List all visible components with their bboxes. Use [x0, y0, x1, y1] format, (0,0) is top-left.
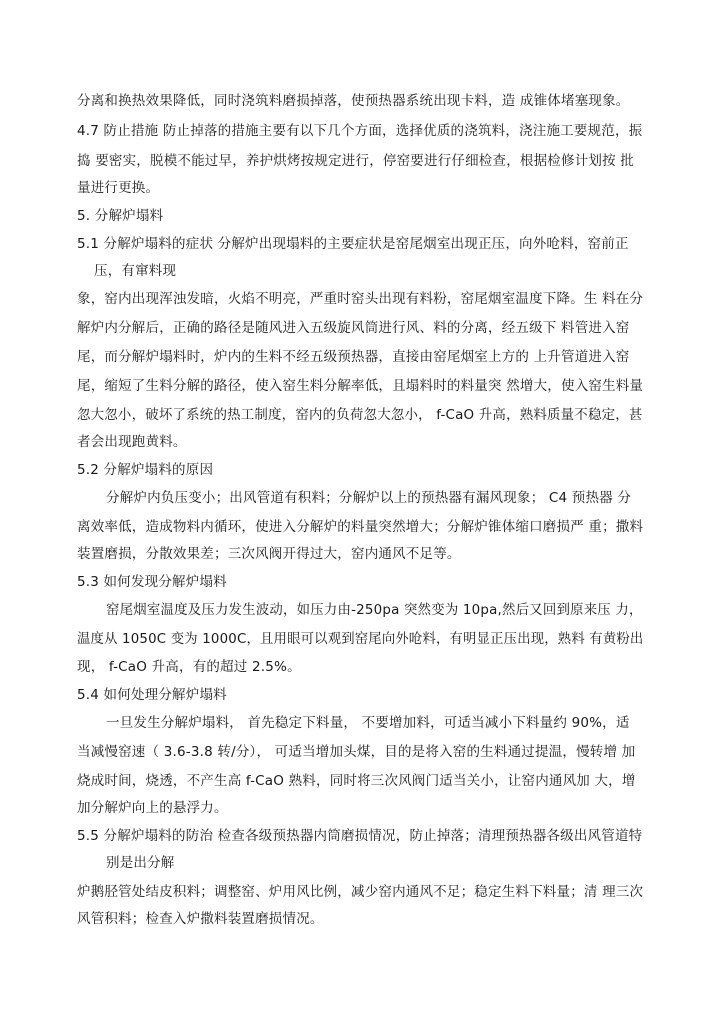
- text-line: 加分解炉向上的悬浮力。: [77, 800, 228, 816]
- text-line: 捣 要密实，脱模不能过早，养护烘烤按规定进行，停窑要进行仔细检查，根据检修计划按 批: [77, 153, 634, 169]
- text-line: 温度从 1050C 变为 1000C，且用眼可以观到窑尾向外呛料，有明显正压出现，熟料 有黄粉出: [77, 631, 644, 647]
- text-line: 忽大忽小，破坏了系统的热工制度，窑内的负荷忽大忽小， f-CaO 升高，熟料质量不稳定，甚: [77, 407, 643, 423]
- text-line: 炉鹅胫管处结皮积料；调整窑、炉用风比例，减少窑内通风不足；稳定生料下料量；清 理三次: [77, 884, 644, 900]
- text-line: 别是出分解: [106, 855, 175, 871]
- section-5-4-heading: 5.4 如何处理分解炉塌料: [77, 687, 227, 703]
- section-5-5-line: 5.5 分解炉塌料的防治 检查各级预热器内筒磨损情况，防止掉落；清理预热器各级出风管道特: [77, 828, 643, 844]
- section-5-heading: 5. 分解炉塌料: [77, 208, 164, 224]
- text-line: 装置磨损，分散效果差；三次风阀开得过大，窑内通风不足等。: [77, 546, 461, 562]
- section-5-3-heading: 5.3 如何发现分解炉塌料: [77, 574, 227, 590]
- text-line: 解炉内分解后，正确的路径是随风进入五级旋风筒进行风、料的分离，经五级下 料管进入窑: [77, 320, 630, 336]
- text-line: 离效率低，造成物料内循环，使进入分解炉的料量突然增大；分解炉锥体缩口磨损严 重；撒料: [77, 519, 644, 535]
- section-5-1-line: 5.1 分解炉塌料的症状 分解炉出现塌料的主要症状是窑尾烟室出现正压，向外呛料，窑前正: [77, 236, 629, 252]
- text-line: 现， f-CaO 升高，有的超过 2.5%。: [77, 659, 301, 675]
- section-5-2-heading: 5.2 分解炉塌料的原因: [77, 462, 214, 478]
- text-line: 量进行更换。: [77, 180, 160, 196]
- text-line: 压，有窜料现: [94, 263, 177, 279]
- text-line: 者会出现跑黄料。: [77, 434, 187, 450]
- text-line: 窑尾烟室温度及压力发生波动，如压力由-250pa 突然变为 10pa,然后又回到原来压 力，: [106, 602, 643, 618]
- text-line: 风管积料；检查入炉撒料装置磨损情况。: [77, 911, 324, 927]
- text-line: 象，窑内出现浑浊发暗，火焰不明亮，严重时窑头出现有料粉，窑尾烟室温度下降。生 料在分: [77, 291, 644, 307]
- section-4-7-line: 4.7 防止措施 防止掉落的措施主要有以下几个方面，选择优质的浇筑料，浇注施工要规范，振: [77, 123, 643, 139]
- text-line: 分离和换热效果降低，同时浇筑料磨损掉落，使预热器系统出现卡料，造 成锥体堵塞现象。: [77, 93, 630, 109]
- text-line: 分解炉内负压变小；出风管道有积料；分解炉以上的预热器有漏风现象； C4 预热器 分: [106, 490, 632, 506]
- text-line: 当减慢窑速（ 3.6-3.8 转/分）， 可适当增加头煤，目的是将入窑的生料通过提温，慢转增 加: [77, 744, 636, 760]
- text-line: 尾，缩短了生料分解的路径，使入窑生料分解率低，且塌料时的料量突 然增大，使入窑生料量: [77, 378, 644, 394]
- text-line: 尾，而分解炉塌料时，炉内的生料不经五级预热器，直接由窑尾烟室上方的 上升管道进入窑: [77, 349, 630, 365]
- text-line: 烧成时间，烧透，不产生高 f-CaO 熟料，同时将三次风阀门适当关小，让窑内通风加 大，增: [77, 773, 636, 789]
- text-line: 一旦发生分解炉塌料， 首先稳定下料量， 不要增加料，可适当减小下料量约 90%，适: [106, 715, 630, 731]
